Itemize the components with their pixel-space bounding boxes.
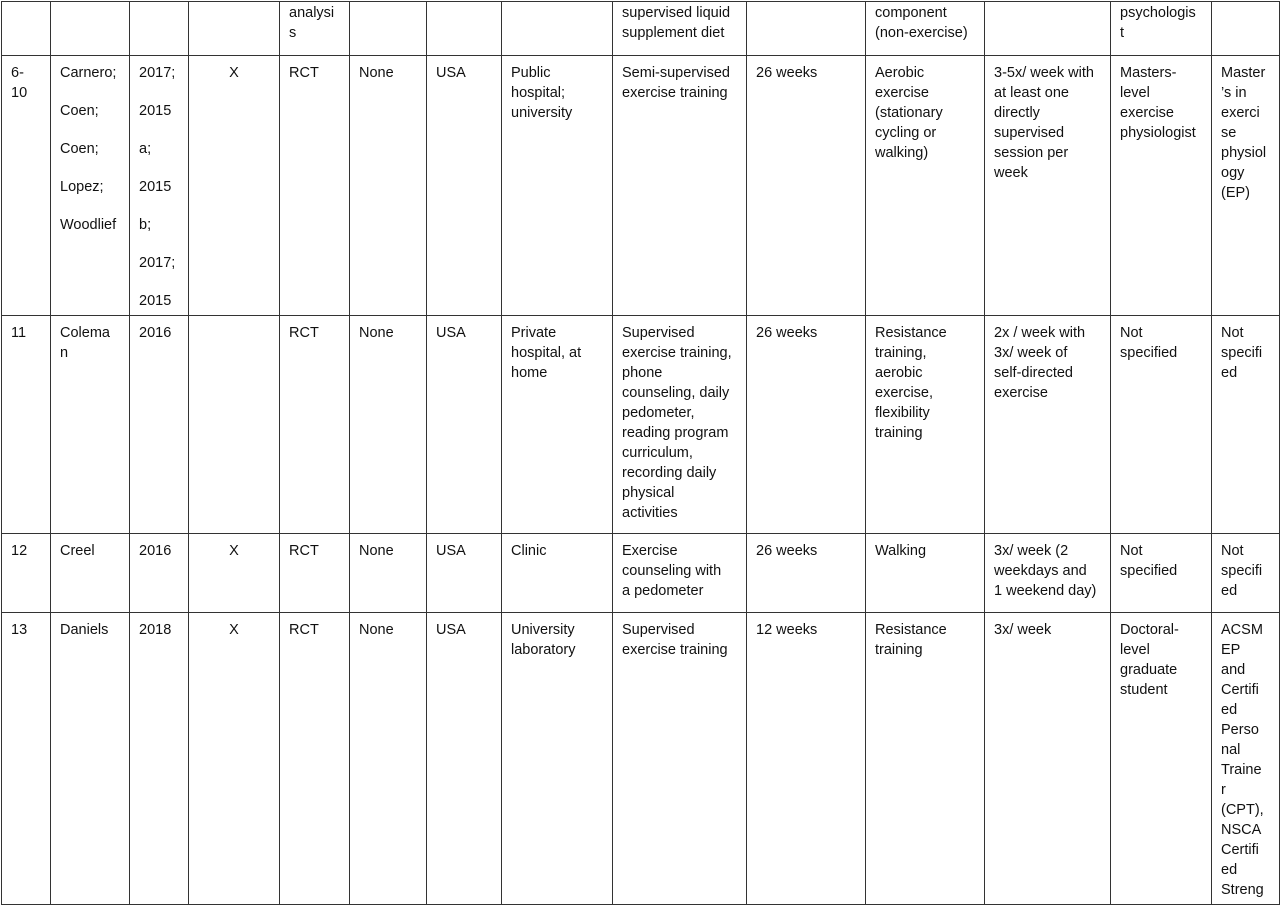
design-cell: [280, 56, 350, 316]
cell-text-line: RCT: [289, 622, 319, 638]
cell-text-line: exercise: [994, 385, 1048, 401]
cell-text-line: Certifi: [1221, 842, 1259, 858]
cell-text-line: ACSM: [1221, 622, 1263, 638]
cell-text-line: exercise training: [622, 642, 728, 658]
frequency-cell: [985, 316, 1111, 534]
cell-text-line: USA: [436, 543, 466, 559]
cell-text-line: Certifi: [1221, 682, 1259, 698]
intervention-cell: [613, 2, 747, 56]
author-cell: [51, 2, 130, 56]
cell-text-line: phone: [622, 365, 663, 381]
cell-text-line: component: [875, 5, 947, 21]
table-row: [2, 2, 1280, 56]
cell-text-line: 2017;: [139, 65, 176, 81]
frequency-cell: [985, 56, 1111, 316]
cell-text-line: 10: [11, 85, 28, 101]
cell-text-line: USA: [436, 622, 466, 638]
cell-text-line: supervised: [994, 125, 1065, 141]
cell-text-line: 26 weeks: [756, 543, 818, 559]
cell-text-line: aerobic: [875, 365, 923, 381]
study-number-cell: [2, 2, 51, 56]
cell-text-line: n: [60, 345, 69, 361]
exercise-type-cell: [866, 56, 985, 316]
cell-text-line: reading program: [622, 425, 729, 441]
country-cell: [427, 2, 502, 56]
cell-text-line: exercise: [875, 85, 929, 101]
cell-text-line: home: [511, 365, 548, 381]
design-cell: [280, 534, 350, 613]
included-cell: [189, 534, 280, 613]
cell-text-line: supplement diet: [622, 25, 725, 41]
cell-text-line: Daniels: [60, 622, 109, 638]
frequency-cell: [985, 2, 1111, 56]
cell-text-line: 13: [11, 622, 28, 638]
cell-text-line: Public: [511, 65, 551, 81]
cell-text-line: Exercise: [622, 543, 678, 559]
setting-cell: [502, 534, 613, 613]
cell-text-line: Semi-supervised: [622, 65, 730, 81]
credentials-cell: [1212, 56, 1280, 316]
cell-text-line: graduate: [1120, 662, 1178, 678]
setting-cell: [502, 2, 613, 56]
cell-text-line: 2018: [139, 622, 172, 638]
cell-text-line: week: [994, 165, 1028, 181]
study-number-cell: [2, 316, 51, 534]
duration-cell: [747, 56, 866, 316]
delivered-by-cell: [1111, 613, 1212, 905]
cell-text-line: RCT: [289, 65, 319, 81]
cell-text-line: and: [1221, 662, 1246, 678]
cell-text-line: b;: [139, 217, 152, 233]
cell-text-line: s: [289, 25, 297, 41]
cell-text-line: directly: [994, 105, 1040, 121]
cell-text-line: specifi: [1221, 563, 1263, 579]
cell-text-line: University: [511, 622, 575, 638]
cell-text-line: Walking: [875, 543, 927, 559]
cell-text-line: curriculum,: [622, 445, 693, 461]
cell-text-line: ed: [1221, 702, 1238, 718]
country-cell: [427, 534, 502, 613]
cell-text-line: Perso: [1221, 722, 1259, 738]
year-cell: [130, 613, 189, 905]
cell-text-line: level: [1120, 642, 1150, 658]
included-cell: [189, 316, 280, 534]
cell-text-line: psychologis: [1120, 5, 1196, 21]
cell-text-line: Creel: [60, 543, 95, 559]
cell-text-line: supervised liquid: [622, 5, 731, 21]
exercise-type-cell: [866, 534, 985, 613]
cell-text-line: 26 weeks: [756, 65, 818, 81]
cell-text-line: flexibility: [875, 405, 930, 421]
cell-text-line: r: [1221, 782, 1226, 798]
cell-text-line: physiol: [1221, 145, 1267, 161]
cell-text-line: counseling with: [622, 563, 722, 579]
cell-text-line: Masters-: [1120, 65, 1177, 81]
cell-text-line: 3-5x/ week with: [994, 65, 1094, 81]
cell-text-line: exercise: [1120, 105, 1174, 121]
cell-text-line: laboratory: [511, 642, 576, 658]
cell-text-line: Master: [1221, 65, 1266, 81]
cell-text-line: session per: [994, 145, 1069, 161]
cell-text-line: 11: [11, 325, 27, 341]
cell-text-line: 1 weekend day): [994, 583, 1097, 599]
cell-text-line: Colema: [60, 325, 110, 341]
comparator-cell: [350, 2, 427, 56]
exercise-type-cell: [866, 613, 985, 905]
cell-text-line: Resistance: [875, 325, 947, 341]
cell-text-line: Private: [511, 325, 557, 341]
cell-text-line: (non-exercise): [875, 25, 968, 41]
cell-text-line: counseling, daily: [622, 385, 730, 401]
comparator-cell: [350, 316, 427, 534]
cell-text-line: 3x/ week (2: [994, 543, 1069, 559]
cell-text-line: training,: [875, 345, 927, 361]
cell-text-line: 12 weeks: [756, 622, 818, 638]
credentials-cell: [1212, 534, 1280, 613]
cell-text-line: 2016: [139, 543, 172, 559]
cell-text-line: analysi: [289, 5, 335, 21]
credentials-cell: [1212, 316, 1280, 534]
setting-cell: [502, 316, 613, 534]
author-cell: [51, 613, 130, 905]
cell-text-line: 2015: [139, 293, 172, 309]
setting-cell: [502, 56, 613, 316]
cell-text-line: walking): [875, 145, 929, 161]
cell-text-line: se: [1221, 125, 1237, 141]
cell-text-line: Not: [1120, 543, 1143, 559]
cell-text-line: cycling or: [875, 125, 937, 141]
comparator-cell: [350, 534, 427, 613]
year-cell: [130, 56, 189, 316]
cell-text-line: recording daily: [622, 465, 717, 481]
cell-text-line: RCT: [289, 543, 319, 559]
cell-text-line: exercise,: [875, 385, 934, 401]
design-cell: [280, 2, 350, 56]
studies-table: [1, 1, 1280, 905]
duration-cell: [747, 613, 866, 905]
cell-text-line: Not: [1221, 543, 1244, 559]
cell-text-line: RCT: [289, 325, 319, 341]
table-row: [2, 316, 1280, 534]
table-body: [2, 2, 1280, 905]
duration-cell: [747, 2, 866, 56]
cell-text-line: Traine: [1221, 762, 1262, 778]
cell-text-line: ed: [1221, 862, 1238, 878]
intervention-cell: [613, 534, 747, 613]
cell-text-line: hospital;: [511, 85, 566, 101]
cell-text-line: exercise training,: [622, 345, 732, 361]
cell-text-line: 2015: [139, 103, 172, 119]
cell-text-line: (stationary: [875, 105, 943, 121]
cell-text-line: Aerobic: [875, 65, 925, 81]
cell-text-line: physical: [622, 485, 675, 501]
duration-cell: [747, 316, 866, 534]
author-cell: [51, 534, 130, 613]
study-number-cell: [2, 534, 51, 613]
cell-text-line: None: [359, 65, 394, 81]
cell-text-line: Streng: [1221, 882, 1264, 898]
cell-text-line: t: [1120, 25, 1125, 41]
cell-text-line: Not: [1120, 325, 1143, 341]
cell-text-line: weekdays and: [994, 563, 1087, 579]
comparator-cell: [350, 56, 427, 316]
cell-text-line: hospital, at: [511, 345, 582, 361]
delivered-by-cell: [1111, 316, 1212, 534]
cell-text-line: at least one: [994, 85, 1069, 101]
cell-text-line: Coen;: [60, 141, 99, 157]
setting-cell: [502, 613, 613, 905]
cell-text-line: Woodlief: [60, 217, 117, 233]
credentials-cell: [1212, 613, 1280, 905]
comparator-cell: [350, 613, 427, 905]
cell-text-line: ’s in: [1221, 85, 1247, 101]
year-cell: [130, 2, 189, 56]
cell-text-line: None: [359, 543, 394, 559]
cell-text-line: 26 weeks: [756, 325, 818, 341]
included-cell: [189, 2, 280, 56]
cell-text-line: Carnero;: [60, 65, 117, 81]
cell-text-line: ed: [1221, 365, 1238, 381]
cell-text-line: physiologist: [1120, 125, 1196, 141]
exercise-type-cell: [866, 316, 985, 534]
design-cell: [280, 316, 350, 534]
delivered-by-cell: [1111, 56, 1212, 316]
cell-text-line: nal: [1221, 742, 1241, 758]
cell-text-line: None: [359, 622, 394, 638]
table-row: [2, 534, 1280, 613]
cell-text-line: specified: [1120, 563, 1178, 579]
delivered-by-cell: [1111, 534, 1212, 613]
cell-text-line: training: [875, 425, 923, 441]
cell-text-line: a pedometer: [622, 583, 704, 599]
cell-text-line: level: [1120, 85, 1150, 101]
cell-text-line: Lopez;: [60, 179, 104, 195]
cell-text-line: Doctoral-: [1120, 622, 1179, 638]
cell-text-line: Coen;: [60, 103, 99, 119]
study-number-cell: [2, 56, 51, 316]
cell-text-line: self-directed: [994, 365, 1073, 381]
cell-text-line: Supervised: [622, 622, 695, 638]
duration-cell: [747, 534, 866, 613]
table-row: [2, 613, 1280, 905]
frequency-cell: [985, 534, 1111, 613]
cell-text-line: 3x/ week: [994, 622, 1052, 638]
credentials-cell: [1212, 2, 1280, 56]
cell-text-line: 6-: [11, 65, 24, 81]
cell-text-line: pedometer,: [622, 405, 695, 421]
delivered-by-cell: [1111, 2, 1212, 56]
cell-text-line: 2016: [139, 325, 172, 341]
country-cell: [427, 316, 502, 534]
cell-text-line: 12: [11, 543, 28, 559]
year-cell: [130, 316, 189, 534]
cell-text-line: Supervised: [622, 325, 695, 341]
cell-text-line: 3x/ week of: [994, 345, 1068, 361]
cell-text-line: student: [1120, 682, 1168, 698]
intervention-cell: [613, 613, 747, 905]
cell-text-line: exercise training: [622, 85, 728, 101]
cell-text-line: X: [229, 543, 239, 559]
cell-text-line: a;: [139, 141, 152, 157]
intervention-cell: [613, 56, 747, 316]
cell-text-line: specifi: [1221, 345, 1263, 361]
cell-text-line: Not: [1221, 325, 1244, 341]
exercise-type-cell: [866, 2, 985, 56]
cell-text-line: None: [359, 325, 394, 341]
cell-text-line: USA: [436, 325, 466, 341]
cell-text-line: (EP): [1221, 185, 1250, 201]
cell-text-line: exerci: [1221, 105, 1260, 121]
study-number-cell: [2, 613, 51, 905]
cell-text-line: university: [511, 105, 573, 121]
design-cell: [280, 613, 350, 905]
author-cell: [51, 56, 130, 316]
included-cell: [189, 613, 280, 905]
cell-text-line: ed: [1221, 583, 1238, 599]
cell-text-line: 2x / week with: [994, 325, 1086, 341]
cell-text-line: EP: [1221, 642, 1241, 658]
cell-text-line: X: [229, 65, 239, 81]
cell-text-line: specified: [1120, 345, 1178, 361]
cell-text-line: Resistance: [875, 622, 947, 638]
cell-text-line: 2017;: [139, 255, 176, 271]
included-cell: [189, 56, 280, 316]
cell-text-line: X: [229, 622, 239, 638]
table-row: [2, 56, 1280, 316]
cell-text-line: 2015: [139, 179, 172, 195]
intervention-cell: [613, 316, 747, 534]
cell-text-line: ogy: [1221, 165, 1245, 181]
country-cell: [427, 613, 502, 905]
cell-text-line: NSCA: [1221, 822, 1262, 838]
author-cell: [51, 316, 130, 534]
cell-text-line: activities: [622, 505, 678, 521]
cell-text-line: Clinic: [511, 543, 547, 559]
cell-text-line: training: [875, 642, 923, 658]
country-cell: [427, 56, 502, 316]
cell-text-line: (CPT),: [1221, 802, 1264, 818]
cell-text-line: USA: [436, 65, 466, 81]
year-cell: [130, 534, 189, 613]
frequency-cell: [985, 613, 1111, 905]
